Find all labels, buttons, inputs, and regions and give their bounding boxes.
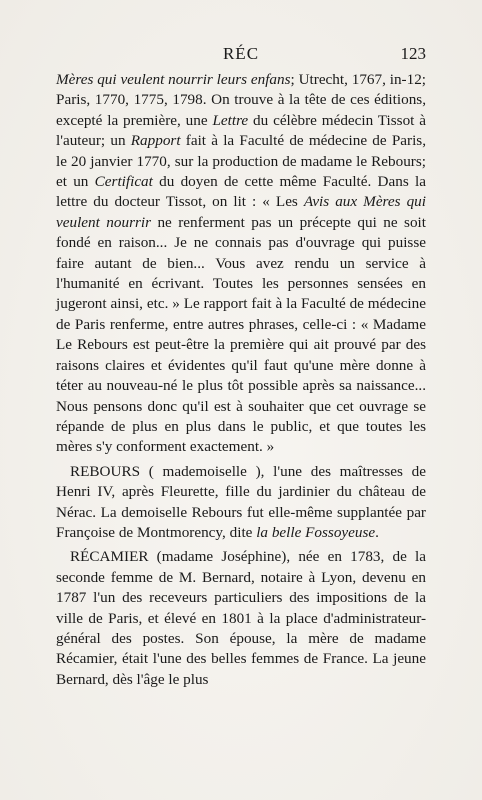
text-run: REBOURS ( mademoiselle ), l'une des maîtresses de Henri IV, après Fleurette, fille du jardinier du château de Nérac. La demoiselle Rebours fut elle-même supplantée par Françoise de Montmorency, dite — [56, 462, 426, 541]
paragraph-rebours-entry — [56, 462, 426, 544]
text-run: ne renferment pas un précepte qui ne soit fondé en raison... Je ne connais pas d'ouvrage qui puisse faire autant de bien... Vous avez rendu un service à l'humanité en écrivant. Toutes les personnes sensées en jugeront ainsi, etc. » Le rapport fait à la Faculté de médecine de Paris renferme, entre autres phrases, celle-ci : « Madame Le Rebours est peut-être la première qui ait prouvé par des raisons claires et évidentes qu'il faut qu'une mère donne à téter au nouveau-né le plus tôt possible après sa naissance... Nous pensons donc qu'il est à souhaiter que cet ouvrage se répande de plus en plus dans le public, et que toutes les mères s'y conforment exactement. » — [56, 213, 426, 456]
italic-text-run: Avis aux Mères qui veulent nourrir — [56, 193, 426, 231]
page-body — [56, 70, 426, 690]
italic-text-run: la belle Fossoyeuse — [256, 523, 376, 541]
page-number: 123 — [400, 44, 426, 63]
page-header — [56, 44, 426, 66]
italic-text-run: Mères qui veulent nourrir leurs enfans — [56, 71, 291, 88]
italic-text-run: Lettre — [212, 111, 249, 129]
italic-text-run: Rapport — [130, 132, 181, 150]
text-run: du célèbre médecin Tissot à l'auteur; un — [56, 111, 426, 150]
text-run: ; Utrecht, 1767, in-12; Paris, 1770, 1775, 1798. On trouve à la tête de ces éditions, excepté la première, une — [56, 71, 427, 129]
paragraph-recamier-entry — [56, 547, 426, 690]
italic-text-run: Certificat — [94, 173, 153, 191]
text-run: du doyen de cette même Faculté. Dans la lettre du docteur Tissot, on lit : « Les — [56, 173, 426, 211]
text-run: fait à la Faculté de médecine de Paris, le 20 janvier 1770, sur la production de madame le Rebours; et un — [56, 132, 427, 191]
paragraph-avis-aux-meres — [56, 70, 426, 458]
text-run: . — [375, 523, 379, 541]
text-run: RÉCAMIER (madame Joséphine), née en 1783, de la seconde femme de M. Bernard, notaire à Lyon, devenu en 1787 l'un des receveurs particuliers des impositions de la ville de Paris, et élevé en 1801 à la place d'administrateur-général des postes. Son épouse, la mère de madame Récamier, était l'une des belles femmes de France. La jeune Bernard, dès l'âge le plus — [56, 548, 426, 688]
running-head: RÉC — [222, 44, 260, 63]
